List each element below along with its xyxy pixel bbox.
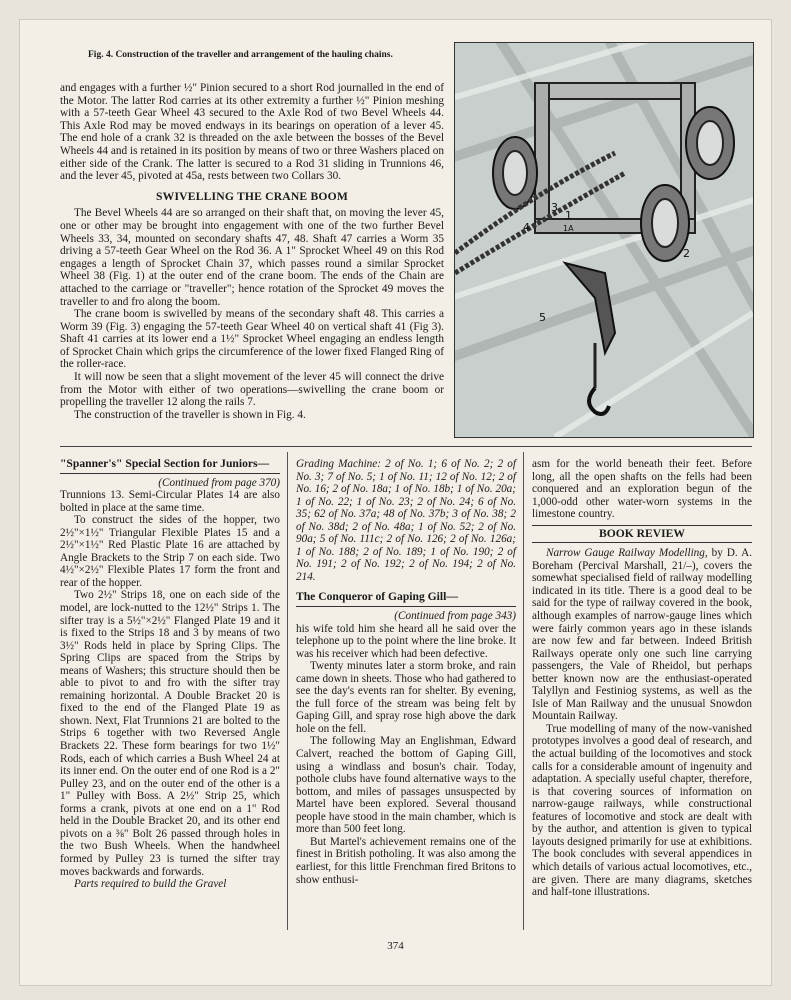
continued-note: (Continued from page 343) bbox=[394, 610, 516, 623]
intro-paragraph: The construction of the traveller is shown in Fig. 4. bbox=[74, 408, 306, 421]
review-paragraph: True modelling of many of the now-vanished prototypes involves a good deal of research, and the actual building of the locomotives and stock calls for a considerable amount of ingenuity and adaptation. A specially useful chapter, therefore, is that covering sources of information on narrow-gauge railways, while constructional features of locomotive and stock are dealt with by the author, and attention is given to typical layouts designed primarily for use at exhibitions. The book concludes with several appendices in which details of various actual locomotives, etc., are given. There are many diagrams, sketches and half-tone illustrations. bbox=[532, 722, 752, 899]
intro-paragraph: The crane boom is swivelled by means of the secondary shaft 48. This carries a Worm 39 (Fig. 3) engaging the 57-teeth Gear Wheel 40 on vertical shaft 41 (Fig 3). Shaft 41 carries at its lower end a 1½" Sprocket Wheel engaging an endless length of Sprocket Chain which grips the circumference of the lower fixed Flanged Ring of the roller-race. bbox=[60, 308, 444, 371]
figure-label-1a: 1A bbox=[563, 224, 574, 233]
parts-list: Grading Machine: 2 of No. 1; 6 of No. 2; 2 of No. 3; 7 of No. 5; 1 of No. 11; 12 of No. 12; 2 of No. 16; 2 of No. 18a; 1 of No. 18b; 1 of No. 20a; 1 of No. 22; 1 of No. 23; 2 of No. 24; 6 of No. 35; 62 of No. 37a; 48 of No. 37b; 3 of No. 38; 2 of No. 38d; 2 of No. 48a; 1 of No. 52; 2 of No. 90a; 5 of No. 111c; 2 of No. 126; 2 of No. 126a; 1 of No. 188; 2 of No. 189; 1 of No. 190; 2 of No. 191; 2 of No. 192; 2 of No. 194; 2 of No. 214. bbox=[296, 458, 516, 583]
intro-text bbox=[60, 82, 444, 421]
figure-label-5: 5 bbox=[539, 311, 546, 324]
traveller-illustration bbox=[455, 43, 753, 437]
figure-caption: Fig. 4. Construction of the traveller and arrangement of the hauling chains. bbox=[88, 50, 393, 60]
column-divider bbox=[287, 452, 288, 930]
section-title-juniors: "Spanner's" Special Section for Juniors— bbox=[60, 458, 280, 474]
intro-paragraph: It will now be seen that a slight movement of the lever 45 will connect the drive from the Motor with either of two operations—swivelling the crane boom or propelling the traveller 12 along the rails 7. bbox=[60, 371, 444, 409]
figure-label-1: 1 bbox=[565, 209, 572, 222]
body-paragraph: Two 2½" Strips 18, one on each side of the model, are lock-nutted to the 12½" Strips 1. The sifter tray is a 5½"×2½" Flanged Plate 19 and it is fixed to the Strips 18 and 3 by means of two 3½" Rods held in place by Spring Clips. The Spring Clips are spaced from the Strips by means of Washers; this structure should then be able to pivot to and fro with the sifter tray remaining horizontal. A Double Bracket 20 is fixed to the end of the Flanged Plate 19 as shown. Next, Flat Trunnions 21 are bolted to the Strips 6 together with two Reversed Angle Brackets 22. These form bearings for two 1½" Rods, each of which carries a Bush Wheel 24 at its inner end. On the outer end of one Rod is a 2" Pulley 23, and on the outer end of the other is a 1" Pulley with Boss. A 2½" Strip 25, which forms a crank, pivots at one end on a 1" Rod held in the Double Bracket 20, and its other end pivots on a ⅜" Bolt 26 passed through holes in the two Bush Wheels. When the handwheel formed by Pulley 23 is turned the sifter tray moves backwards and forwards. bbox=[60, 589, 280, 878]
column-right bbox=[532, 458, 752, 899]
body-paragraph: Twenty minutes later a storm broke, and rain came down in sheets. Those who had gathered to see the day's events ran for shelter. By evening, the full force of the stream was being felt by Gaping Gill, and spray rose high above the dark hole on the fell. bbox=[296, 660, 516, 735]
section-heading: SWIVELLING THE CRANE BOOM bbox=[156, 189, 348, 203]
figure-label-3: 3 bbox=[551, 201, 558, 214]
figure-label-2: 2 bbox=[683, 247, 690, 260]
page-number: 374 bbox=[387, 940, 404, 952]
body-paragraph: The following May an Englishman, Edward Calvert, reached the bottom of Gaping Gill, using a windlass and bosun's chair. Today, pothole clubs have found alternative ways to the bottom, and miles of passages unsuspected by Martel have been explored. Several thousand people have stood in the main chamber, which is more than 500 feet long. bbox=[296, 735, 516, 836]
intro-paragraph: and engages with a further ½" Pinion secured to a short Rod journalled in the end of the Motor. The latter Rod carries at its other extremity a further ½" Pinion meshing with a 57-teeth Gear Wheel 43 secured to the Axle Rod of two Bevel Wheels 44. This Axle Rod may be moved endways in its bearings on operation of a lever 45. The end hole of a crank 32 is threaded on the axle between the bosses of the Bevel Wheels 44 and is retained in its position by means of two or three Washers placed on either side of the Crank. The latter is secured to a Rod 31 sliding in Trunnions 46, and the lever 45, pivoted at 45a, rests between two Collars 30. bbox=[60, 82, 444, 183]
column-divider bbox=[523, 452, 524, 930]
intro-paragraph: The Bevel Wheels 44 are so arranged on their shaft that, on moving the lever 45, one or other may be brought into engagement with one of the two further Bevel Wheels 33, 34, mounted on secondary shafts 47, 48. Shaft 47 carries a Worm 35 driving a 57-teeth Gear Wheel on the Rod 36. A 1" Sprocket Wheel 49 on this Rod engages a length of Sprocket Chain 37, which passes round a similar Sprocket Wheel 38 (Fig. 1) at the outer end of the crane boom. The ends of the Chain are attached to the carriage or "traveller"; hence rotation of the Sprocket 49 moves the traveller to and fro along the boom. bbox=[60, 207, 444, 308]
section-title-gaping-gill: The Conqueror of Gaping Gill— bbox=[296, 591, 516, 607]
column-middle bbox=[296, 458, 516, 886]
body-paragraph: his wife told him she heard all he said over the telephone up to the point where the line broke. It was his receiver which had been defective. bbox=[296, 622, 516, 660]
body-paragraph: But Martel's achievement remains one of the finest in British potholing. It was also among the earliest, for this little Frenchman fired Britons to show enthusi- bbox=[296, 835, 516, 886]
continued-note: (Continued from page 370) bbox=[158, 476, 280, 489]
column-juniors bbox=[60, 458, 280, 891]
review-paragraph: Narrow Gauge Railway Modelling, by D. A. Boreham (Percival Marshall, 21/–), covers the somewhat specialised field of railway modelling indicated in its title. There is a good deal to be said for the type of railway covered in the book, although examples of narrow-gauge lines which were fairly common years ago in these islands are now few and far between. Indeed British Railways operate only one such line carrying passengers, the Vale of Rheidol, but perhaps better known now are the enthusiast-operated Talyllyn and Festiniog systems, as well as the Isle of Man Railway and the unusual Snowdon Mountain Railway. bbox=[532, 547, 752, 723]
body-paragraph: asm for the world beneath their feet. Before long, all the open shafts on the fells had been conquered and an exploration begun of the 1,000-odd other water-worn systems in the limestone country. bbox=[532, 458, 752, 521]
horizontal-rule bbox=[60, 446, 752, 447]
figure-traveller-photo bbox=[454, 42, 754, 438]
body-paragraph: Parts required to build the Gravel bbox=[74, 878, 227, 891]
body-paragraph: To construct the sides of the hopper, two 2½"×1½" Triangular Flexible Plates 15 and a 2½"×1½" Red Plastic Plate 16 are attached by Angle Brackets to the Strip 7 on each side. Two 4½"×2½" Flexible Plates 17 form the front and rear of the hopper. bbox=[60, 514, 280, 589]
book-review-heading: BOOK REVIEW bbox=[532, 525, 752, 544]
figure-label-4: 4 bbox=[523, 221, 530, 234]
body-paragraph: Trunnions 13. Semi-Circular Plates 14 are also bolted in place at the same time. bbox=[60, 489, 280, 514]
